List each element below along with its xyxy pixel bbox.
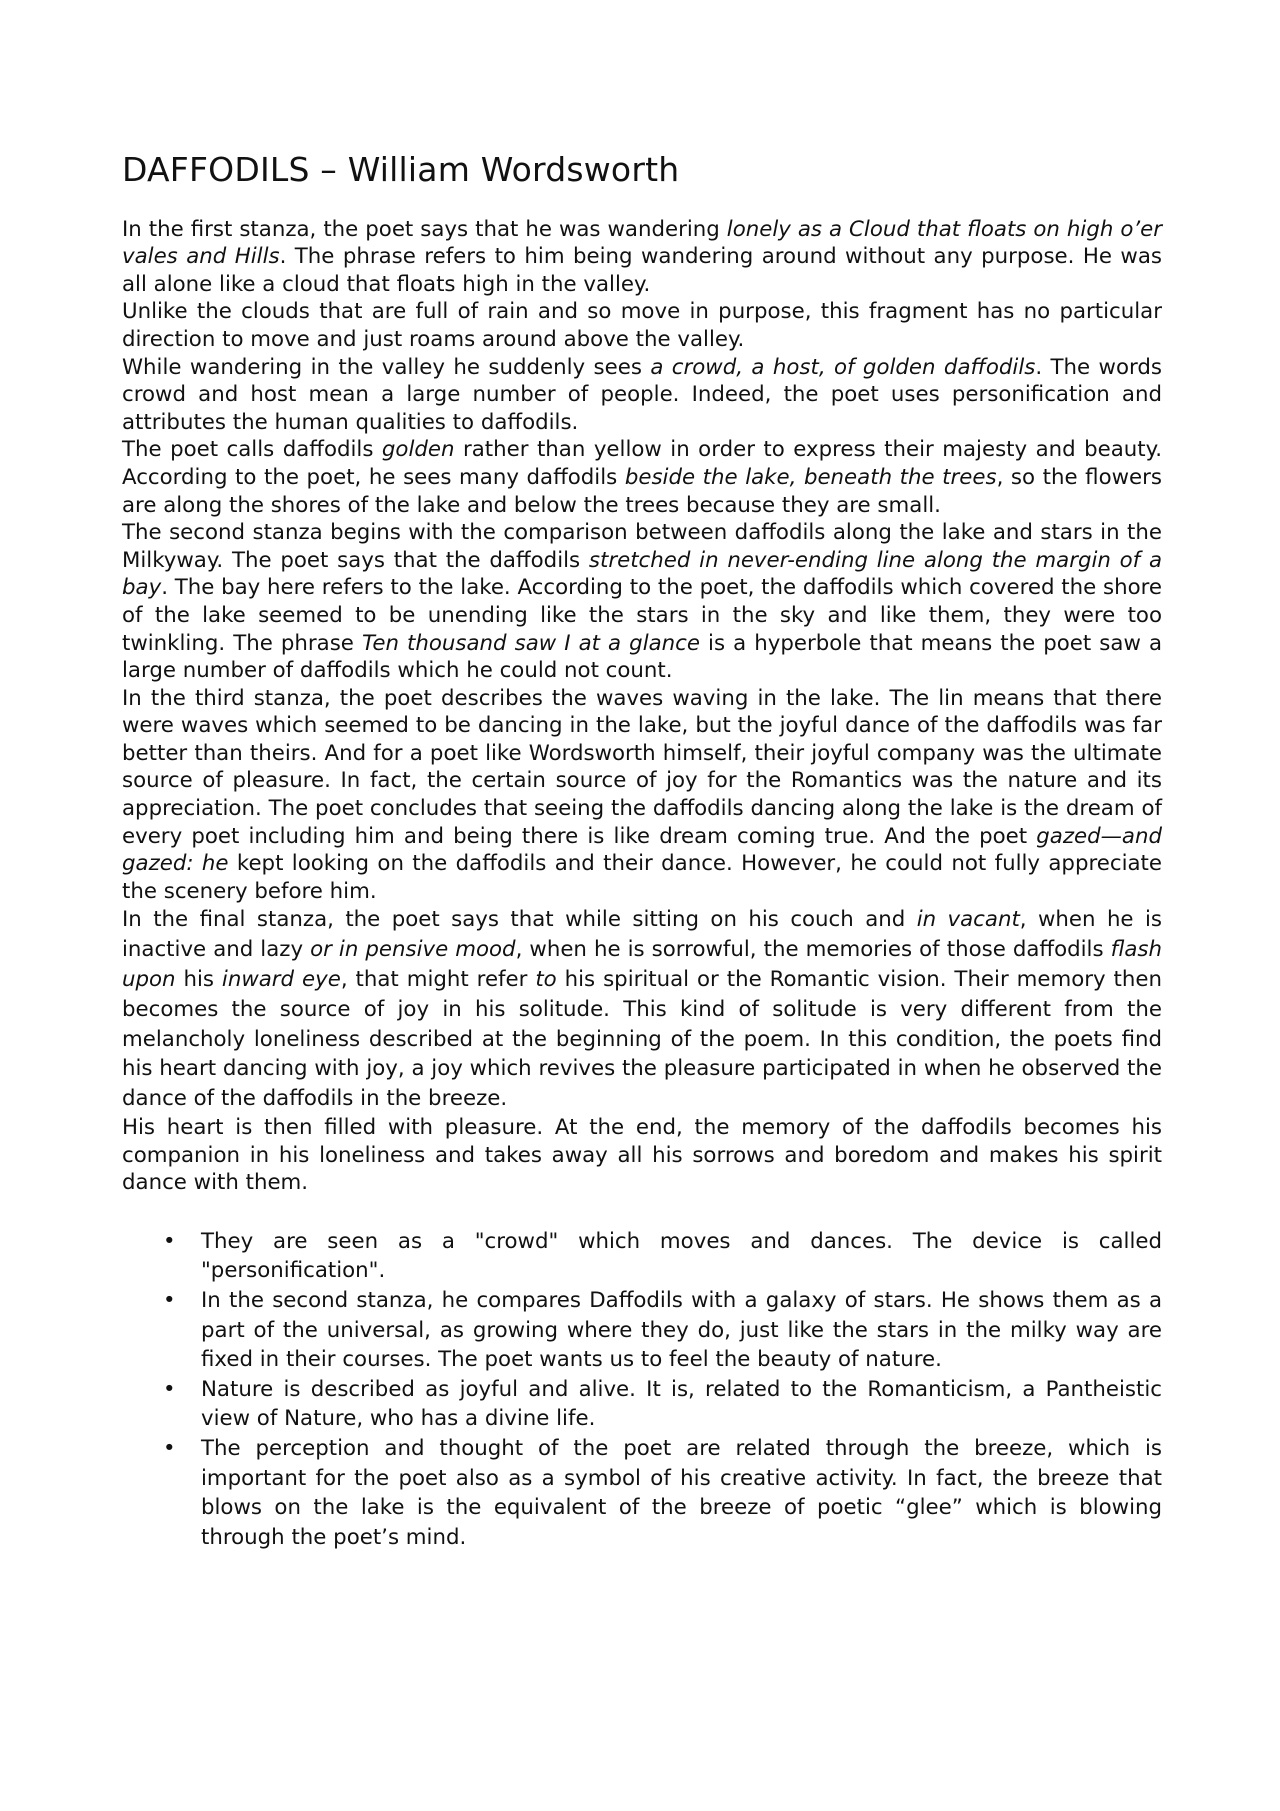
text-run: , that might refer	[340, 967, 536, 993]
text-run: his	[175, 967, 222, 993]
italic-quote: golden	[381, 437, 455, 463]
text-run: . The phrase refers to him being wandering around without any purpose. He was all alone like a cloud that floats high in the valley.	[122, 244, 1162, 297]
paragraph	[122, 436, 1162, 519]
italic-quote: flash upon	[122, 937, 1163, 993]
paragraph	[122, 1114, 1162, 1197]
text-run: The second stanza begins with the comparison between daffodils along the lake and stars in the Milkyway. The poet says that the daffodils	[122, 520, 1162, 573]
italic-quote: Ten thousand saw I at a glance	[361, 630, 700, 656]
bullet-icon: •	[163, 1287, 176, 1313]
text-run: In the final stanza, the poet says that while sitting on his couch and	[122, 907, 917, 933]
bullet-icon: •	[163, 1376, 176, 1402]
list-item-text: In the second stanza, he compares Daffodils with a galaxy of stars. He shows them as a part of the universal, as growing where they do, just like the stars in the milky way are fixed in their courses. The poet wants us to feel the beauty of nature.	[201, 1287, 1162, 1373]
text-run: In the first stanza, the poet says that he was wandering	[122, 216, 727, 242]
document-body	[122, 216, 1162, 1197]
text-run: rather than yellow in order to express their majesty and beauty. According to the poet, he sees many daffodils	[122, 437, 1162, 490]
italic-quote: in vacant	[916, 907, 1020, 933]
list-item-text: The perception and thought of the poet are related through the breeze, which is important for the poet also as a symbol of his creative activity. In fact, the breeze that blows on the lake is the equivalent of the breeze of poetic “glee” which is blowing through the poet’s mind.	[201, 1435, 1162, 1550]
text-run: , when he is sorrowful, the memories of those daffodils	[515, 937, 1111, 963]
text-run: His heart is then filled with pleasure. At the end, the memory of the daffodils becomes his companion in his loneliness and takes away all his sorrows and boredom and makes his spirit dance with them.	[122, 1115, 1162, 1196]
text-run: In the third stanza, the poet describes the waves waving in the lake. The lin means that there were waves which seemed to be dancing in the lake, but the joyful dance of the daffodils was far better than theirs. And for a poet like Wordsworth himself, their joyful company was the ultimate source of pleasure. In fact, the certain source of joy for the Romantics was the nature and its appreciation. The poet concludes that seeing the daffodils dancing along the lake is the dream of every poet including him and being there is like dream coming true. And the poet	[122, 685, 1162, 849]
italic-quote: gazed—and gazed: he	[122, 823, 1162, 877]
bullet-icon: •	[163, 1228, 176, 1254]
list-item-text: Nature is described as joyful and alive. It is, related to the Romanticism, a Pantheistic view of Nature, who has a divine life.	[201, 1376, 1162, 1432]
list-item	[122, 1434, 1162, 1552]
paragraph	[122, 354, 1162, 437]
list-item	[122, 1375, 1162, 1434]
italic-quote: or in pensive mood	[310, 937, 516, 963]
text-run: Unlike the clouds that are full of rain and so move in purpose, this fragment has no particular direction to move and just roams around above the valley.	[122, 299, 1162, 352]
bullet-icon: •	[163, 1435, 176, 1461]
document-page	[122, 150, 1162, 1552]
list-item-text: They are seen as a "crowd" which moves and dances. The device is called "personification".	[201, 1228, 1162, 1284]
document-title: DAFFODILS – William Wordsworth	[122, 150, 680, 189]
paragraph	[122, 216, 1162, 299]
italic-quote: stretched in never-ending line along the margin of a bay	[122, 547, 1162, 601]
italic-quote: beside the lake, beneath the trees	[624, 464, 997, 490]
paragraph	[122, 298, 1162, 353]
text-run: kept looking on the daffodils and their dance. However, he could not fully appreciate the scenery before him.	[122, 851, 1162, 904]
text-run: , when he is inactive and lazy	[122, 907, 1162, 963]
italic-quote: to	[535, 967, 557, 993]
text-run: his spiritual or the Romantic vision. Their memory then becomes the source of joy in his solitude. This kind of solitude is very different from the melancholy loneliness described at the beginning of the poem. In this condition, the poets find his heart dancing with joy, a joy which revives the pleasure participated in when he observed the dance of the daffodils in the breeze.	[122, 967, 1162, 1112]
text-run: , so the flowers are along the shores of the lake and below the trees because they are small.	[122, 464, 1162, 518]
text-run: is a hyperbole that means the poet saw a large number of daffodils which he could not count.	[122, 630, 1162, 684]
list-item	[122, 1286, 1162, 1375]
list-item	[122, 1227, 1162, 1286]
paragraph	[122, 519, 1162, 685]
paragraph	[122, 905, 1162, 1114]
text-run: . The words crowd and host mean a large number of people. Indeed, the poet uses personification and attributes the human qualities to daffodils.	[122, 354, 1162, 435]
italic-quote: a crowd, a host, of golden daffodils	[650, 354, 1036, 380]
paragraph	[122, 685, 1162, 906]
text-run: While wandering in the valley he suddenly sees	[122, 354, 651, 380]
text-run: . The bay here refers to the lake. According to the poet, the daffodils which covered the shore of the lake seemed to be unending like the stars in the sky and like them, they were too twinkling. The phrase	[122, 575, 1163, 656]
text-run: The poet calls daffodils	[122, 437, 382, 463]
bullet-list	[122, 1227, 1162, 1553]
italic-quote: inward eye	[221, 967, 341, 993]
italic-quote: lonely as a Cloud that floats on high o’er vales and Hills	[122, 216, 1162, 270]
